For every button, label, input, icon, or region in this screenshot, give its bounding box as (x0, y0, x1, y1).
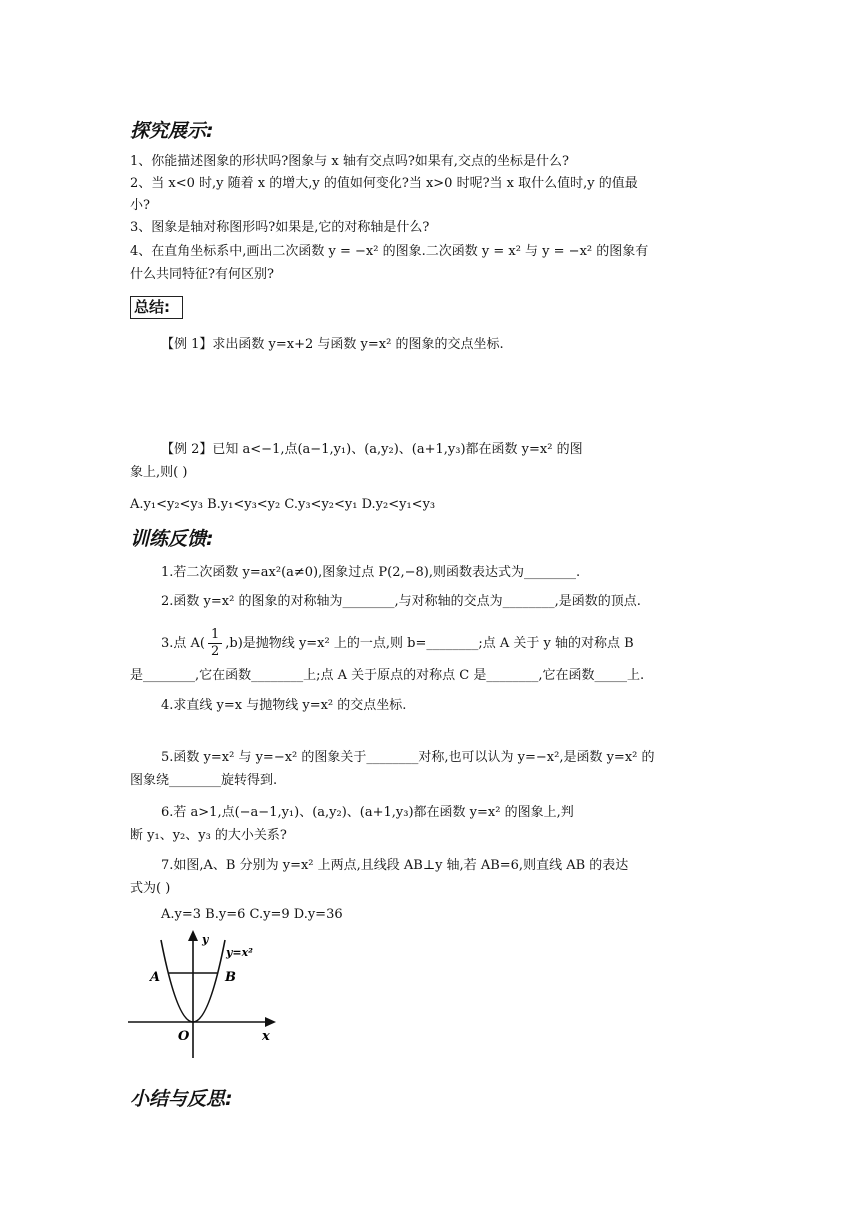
curve-label: y=x² (226, 946, 253, 959)
training-question-6-line-1: 6.若 a>1,点(−a−1,y₁)、(a,y₂)、(a+1,y₃)都在函数 y=x² 的图象上,判 (161, 805, 574, 820)
example-2-line-2: 象上,则( ) (130, 465, 188, 480)
y-axis-label: y (202, 933, 209, 946)
explore-question-2-line-2: 小? (130, 198, 150, 213)
training-question-3-prefix: 3.点 A( (161, 636, 205, 651)
x-axis-arrow-icon (265, 1017, 276, 1027)
training-question-2: 2.函数 y=x² 的图象的对称轴为________,与对称轴的交点为________,是函数的顶点. (161, 594, 641, 609)
example-2-options: A.y₁<y₂<y₃ B.y₁<y₃<y₂ C.y₃<y₂<y₁ D.y₂<y₁<y₃ (130, 497, 436, 512)
training-question-5-line-2: 图象绕________旋转得到. (130, 773, 278, 788)
training-question-3-line-2: 是________,它在函数________上;点 A 关于原点的对称点 C 是________,它在函数_____上. (130, 668, 645, 683)
training-question-7-line-2: 式为( ) (130, 881, 171, 896)
fraction-one-half (208, 627, 222, 660)
x-axis-label: x (262, 1029, 270, 1044)
explore-question-1: 1、你能描述图象的形状吗?图象与 x 轴有交点吗?如果有,交点的坐标是什么? (130, 154, 569, 169)
point-a-label: A (150, 970, 161, 985)
explore-question-2-line-1: 2、当 x<0 时,y 随着 x 的增大,y 的值如何变化?当 x>0 时呢?当 x 取什么值时,y 的值最 (130, 176, 638, 191)
explore-question-3: 3、图象是轴对称图形吗?如果是,它的对称轴是什么? (130, 220, 430, 235)
training-question-4: 4.求直线 y=x 与抛物线 y=x² 的交点坐标. (161, 698, 407, 713)
training-question-3-line-1 (161, 625, 634, 663)
y-axis-arrow-icon (188, 930, 198, 941)
reflection-section-title: 小结与反思: (130, 1088, 233, 1110)
explore-question-4-line-2: 什么共同特征?有何区别? (130, 267, 274, 282)
explore-question-4-line-1: 4、在直角坐标系中,画出二次函数 y = −x² 的图象.二次函数 y = x² 与 y = −x² 的图象有 (130, 244, 649, 259)
parabola-figure (128, 928, 278, 1060)
explore-section-title: 探究展示: (130, 120, 214, 142)
example-1: 【例 1】求出函数 y=x+2 与函数 y=x² 的图象的交点坐标. (161, 337, 504, 352)
training-section-title: 训练反馈: (130, 528, 214, 550)
training-question-7-options: A.y=3 B.y=6 C.y=9 D.y=36 (161, 907, 343, 922)
training-question-6-line-2: 断 y₁、y₂、y₃ 的大小关系? (130, 828, 287, 843)
summary-label: 总结: (130, 296, 183, 319)
point-b-label: B (225, 970, 236, 985)
fraction-denominator: 2 (211, 644, 220, 659)
example-2-line-1: 【例 2】已知 a<−1,点(a−1,y₁)、(a,y₂)、(a+1,y₃)都在函数 y=x² 的图 (161, 442, 583, 457)
training-question-3-suffix: ,b)是抛物线 y=x² 上的一点,则 b=________;点 A 关于 y 轴的对称点 B (225, 636, 634, 651)
training-question-7-line-1: 7.如图,A、B 分别为 y=x² 上两点,且线段 AB⊥y 轴,若 AB=6,则直线 AB 的表达 (161, 858, 629, 873)
training-question-5-line-1: 5.函数 y=x² 与 y=−x² 的图象关于________对称,也可以认为 y=−x²,是函数 y=x² 的 (161, 750, 655, 765)
fraction-numerator: 1 (208, 627, 222, 644)
training-question-1: 1.若二次函数 y=ax²(a≠0),图象过点 P(2,−8),则函数表达式为________. (161, 565, 581, 580)
origin-label: O (178, 1029, 190, 1044)
